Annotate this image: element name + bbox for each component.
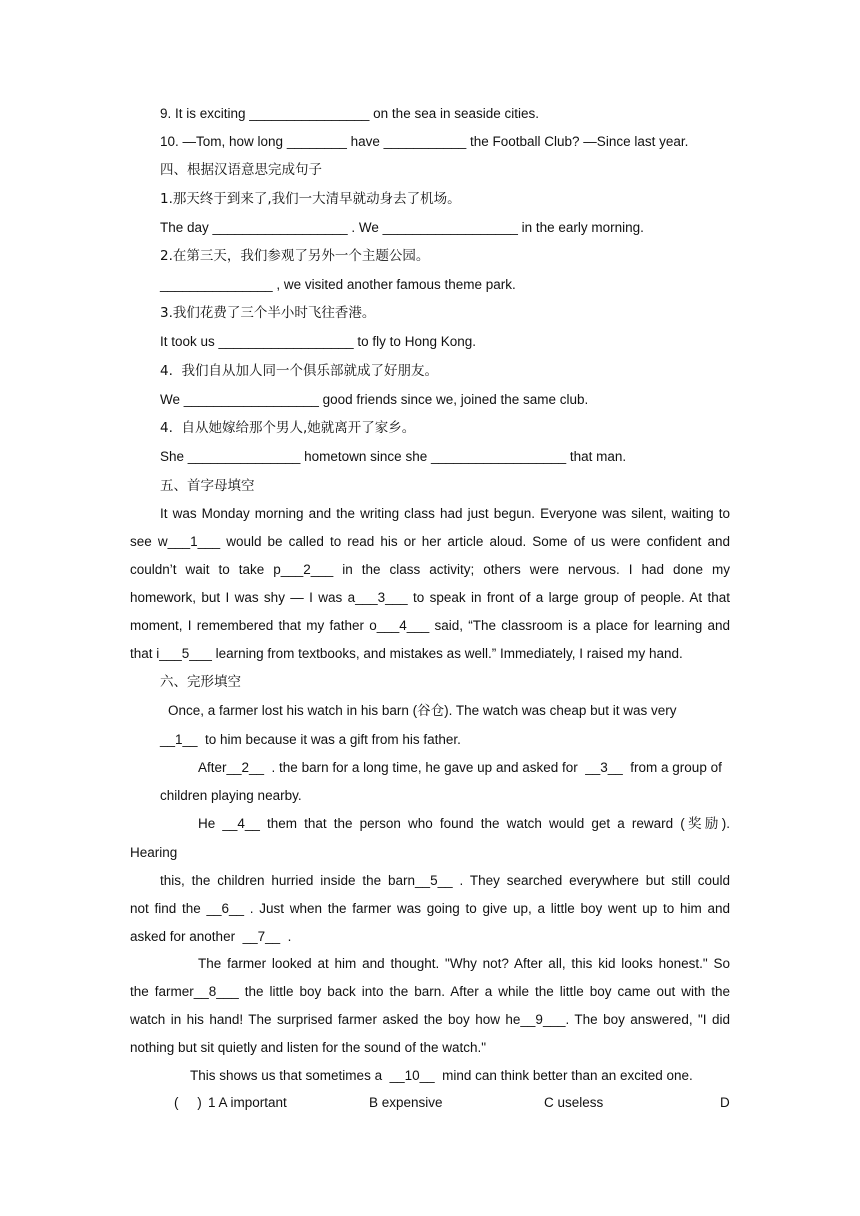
s4-item-2-en: _______________ , we visited another famous theme park. — [160, 277, 516, 292]
s4-item-1-zh: 1.那天终于到来了,我们一大清早就动身去了机场。 — [160, 191, 461, 207]
s6-line-9: asked for another __7__ . — [130, 929, 292, 944]
question-10: 10. —Tom, how long ________ have ___________ the Football Club? —Since last year. — [160, 134, 689, 149]
s5-line-4: homework, but I was shy — I was a___3___ to speak in front of a large group of people. At that — [130, 590, 730, 605]
s6-line-10: The farmer looked at him and thought. "Why not? After all, this kid looks honest." So — [198, 956, 730, 971]
s5-line-5: moment, I remembered that my father o___4___ said, “The classroom is a place for learning and — [130, 618, 730, 633]
s4-item-3-en: It took us __________________ to fly to Hong Kong. — [160, 334, 476, 349]
s4-item-2-zh: 2.在第三天，我们参观了另外一个主题公园。 — [160, 248, 430, 264]
s4-item-5-en: She _______________ hometown since she __________________ that man. — [160, 449, 627, 464]
s4-item-5-zh: 4. 自从她嫁给那个男人,她就离开了家乡。 — [160, 420, 416, 436]
s6-line-5: He __4__ them that the person who found the watch would get a reward (奖励). — [198, 816, 730, 831]
q1-option-d: D — [720, 1095, 730, 1110]
s6-line-13: nothing but sit quietly and listen for the sound of the watch." — [130, 1040, 487, 1055]
s5-line-2: see w___1___ would be called to read his or her article aloud. Some of us were confident and — [130, 534, 730, 549]
s6-line-11: the farmer__8___ the little boy back into the barn. After a while the little boy came out with the — [130, 984, 730, 999]
s6-line-8: not find the __6__ . Just when the farmer was going to give up, a little boy went up to him and — [130, 901, 730, 916]
s5-line-1: It was Monday morning and the writing class had just begun. Everyone was silent, waiting to — [160, 506, 730, 521]
s4-item-4-en: We __________________ good friends since we, joined the same club. — [160, 392, 589, 407]
section-4-heading: 四、根据汉语意思完成句子 — [160, 162, 322, 178]
s6-line-6: Hearing — [130, 845, 178, 860]
q1-option-c: C useless — [544, 1095, 604, 1110]
q1-answer-parens: ( ) — [174, 1095, 202, 1110]
s6-line-3: After__2__ . the barn for a long time, he gave up and asked for __3__ from a group of — [198, 760, 722, 775]
s6-line-12: watch in his hand! The surprised farmer asked the boy how he__9___. The boy answered, "I did — [130, 1012, 730, 1027]
s4-item-4-zh: 4. 我们自从加人同一个俱乐部就成了好朋友。 — [160, 363, 438, 379]
s6-line-7: this, the children hurried inside the barn__5__ . They searched everywhere but still could — [160, 873, 730, 888]
question-9: 9. It is exciting ________________ on the sea in seaside cities. — [160, 106, 540, 121]
s5-line-3: couldn’t wait to take p___2___ in the class activity; others were nervous. I had done my — [130, 562, 730, 577]
s6-line-4: children playing nearby. — [160, 788, 302, 803]
q1-option-a: 1 A important — [208, 1095, 287, 1110]
q1-option-b: B expensive — [369, 1095, 443, 1110]
s4-item-3-zh: 3.我们花费了三个半小时飞往香港。 — [160, 305, 376, 321]
s6-line-1: Once, a farmer lost his watch in his barn (谷仓). The watch was cheap but it was very — [168, 703, 677, 718]
s6-line-2: __1__ to him because it was a gift from his father. — [160, 732, 461, 747]
s6-line-14: This shows us that sometimes a __10__ mind can think better than an excited one. — [190, 1068, 693, 1083]
s4-item-1-en: The day __________________ . We __________________ in the early morning. — [160, 220, 644, 235]
section-6-heading: 六、完形填空 — [160, 674, 241, 690]
section-5-heading: 五、首字母填空 — [160, 478, 255, 494]
s5-line-6: that i___5___ learning from textbooks, and mistakes as well.” Immediately, I raised my hand. — [130, 646, 683, 661]
